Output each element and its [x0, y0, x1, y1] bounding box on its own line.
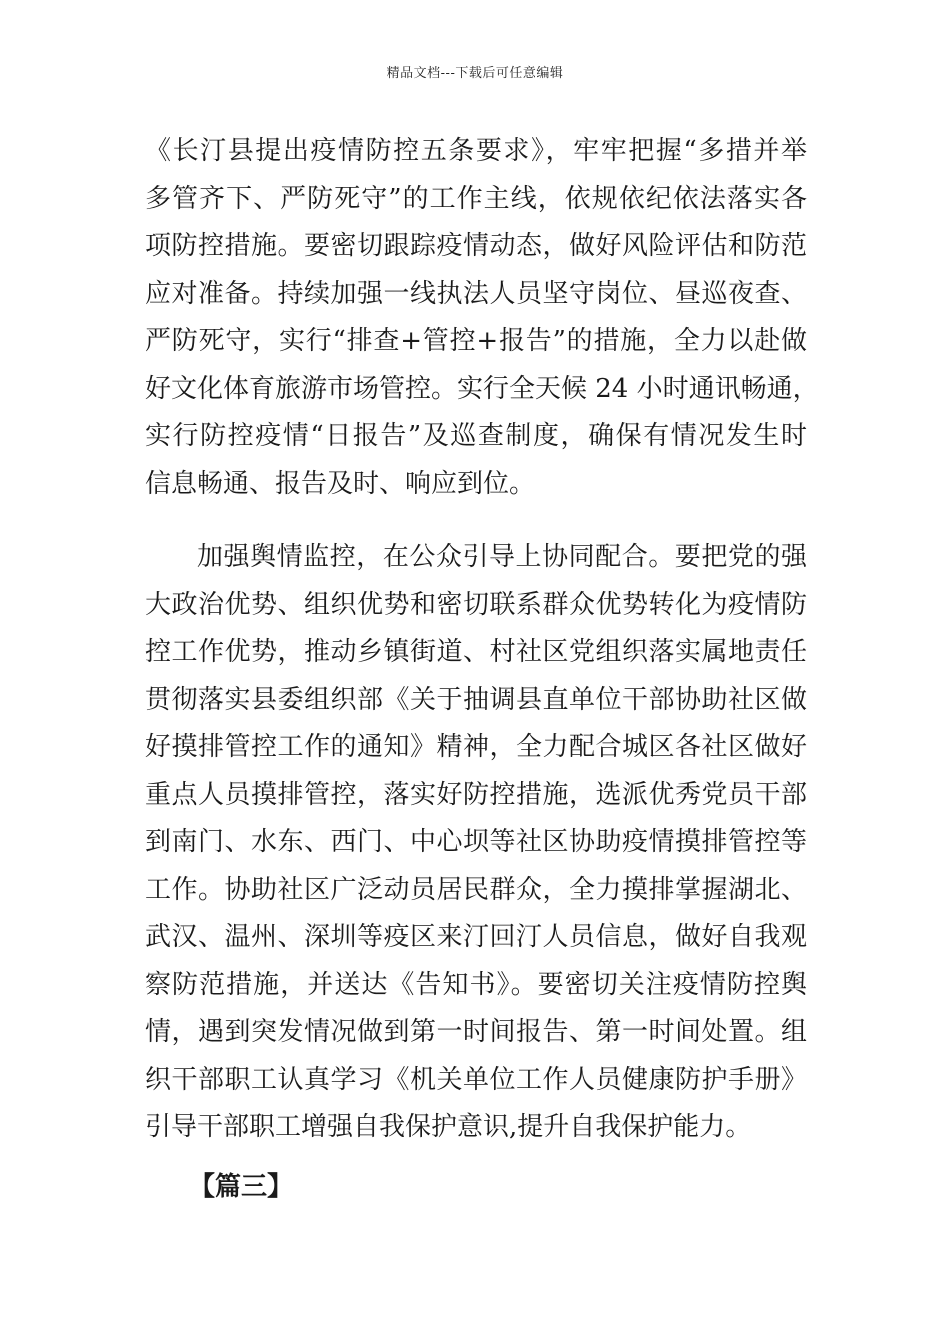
- page-header: 精品文档---下载后可任意编辑: [386, 66, 564, 81]
- paragraph-line: 引导干部职工增强自我保护意识,提升自我保护能力。: [145, 1112, 752, 1142]
- paragraph-line: 武汉、温州、深圳等疫区来汀回汀人员信息，做好自我观: [145, 922, 807, 952]
- paragraph-line: 情，遇到突发情况做到第一时间报告、第一时间处置。组: [145, 1017, 807, 1047]
- paragraph-line: 控工作优势，推动乡镇街道、村社区党组织落实属地责任: [145, 637, 807, 667]
- paragraph-line: 察防范措施，并送达《告知书》。要密切关注疫情防控舆: [145, 969, 807, 1000]
- paragraph-line: 好文化体育旅游市场管控。实行全天候 24 小时通讯畅通，: [145, 373, 819, 404]
- paragraph-line: 贯彻落实县委组织部《关于抽调县直单位干部协助社区做: [145, 684, 807, 715]
- paragraph-line: 重点人员摸排管控，落实好防控措施，选派优秀党员干部: [145, 779, 807, 810]
- paragraph-1: [145, 128, 819, 508]
- paragraph-line: 《长汀县提出疫情防控五条要求》，牢牢把握“多措并举: [145, 136, 807, 166]
- paragraph-line: 好摸排管控工作的通知》精神，全力配合城区各社区做好: [145, 732, 807, 762]
- paragraph-line: 大政治优势、组织优势和密切联系群众优势转化为疫情防: [145, 589, 807, 620]
- paragraph-line: 项防控措施。要密切跟踪疫情动态，做好风险评估和防范: [145, 231, 807, 261]
- paragraph-line: 多管齐下、严防死守”的工作主线，依规依纪依法落实各: [145, 183, 807, 214]
- paragraph-line: 应对准备。持续加强一线执法人员坚守岗位、昼巡夜查、: [145, 278, 807, 309]
- paragraph-line: 织干部职工认真学习《机关单位工作人员健康防护手册》: [145, 1064, 807, 1095]
- paragraph-line: 到南门、水东、西门、中心坝等社区协助疫情摸排管控等: [145, 827, 807, 857]
- paragraph-line: 严防死守，实行“排查+管控+报告”的措施，全力以赴做: [145, 326, 807, 356]
- section-title: 【篇三】: [189, 1171, 294, 1202]
- paragraph-line: 加强舆情监控，在公众引导上协同配合。要把党的强: [197, 542, 807, 572]
- paragraph-line: 信息畅通、报告及时、响应到位。: [145, 468, 536, 499]
- paragraph-line: 实行防控疫情“日报告”及巡查制度，确保有情况发生时: [145, 421, 807, 451]
- paragraph-2: [145, 534, 807, 1152]
- document-body: [145, 128, 819, 1211]
- paragraph-line: 工作。协助社区广泛动员居民群众，全力摸排掌握湖北、: [145, 874, 807, 905]
